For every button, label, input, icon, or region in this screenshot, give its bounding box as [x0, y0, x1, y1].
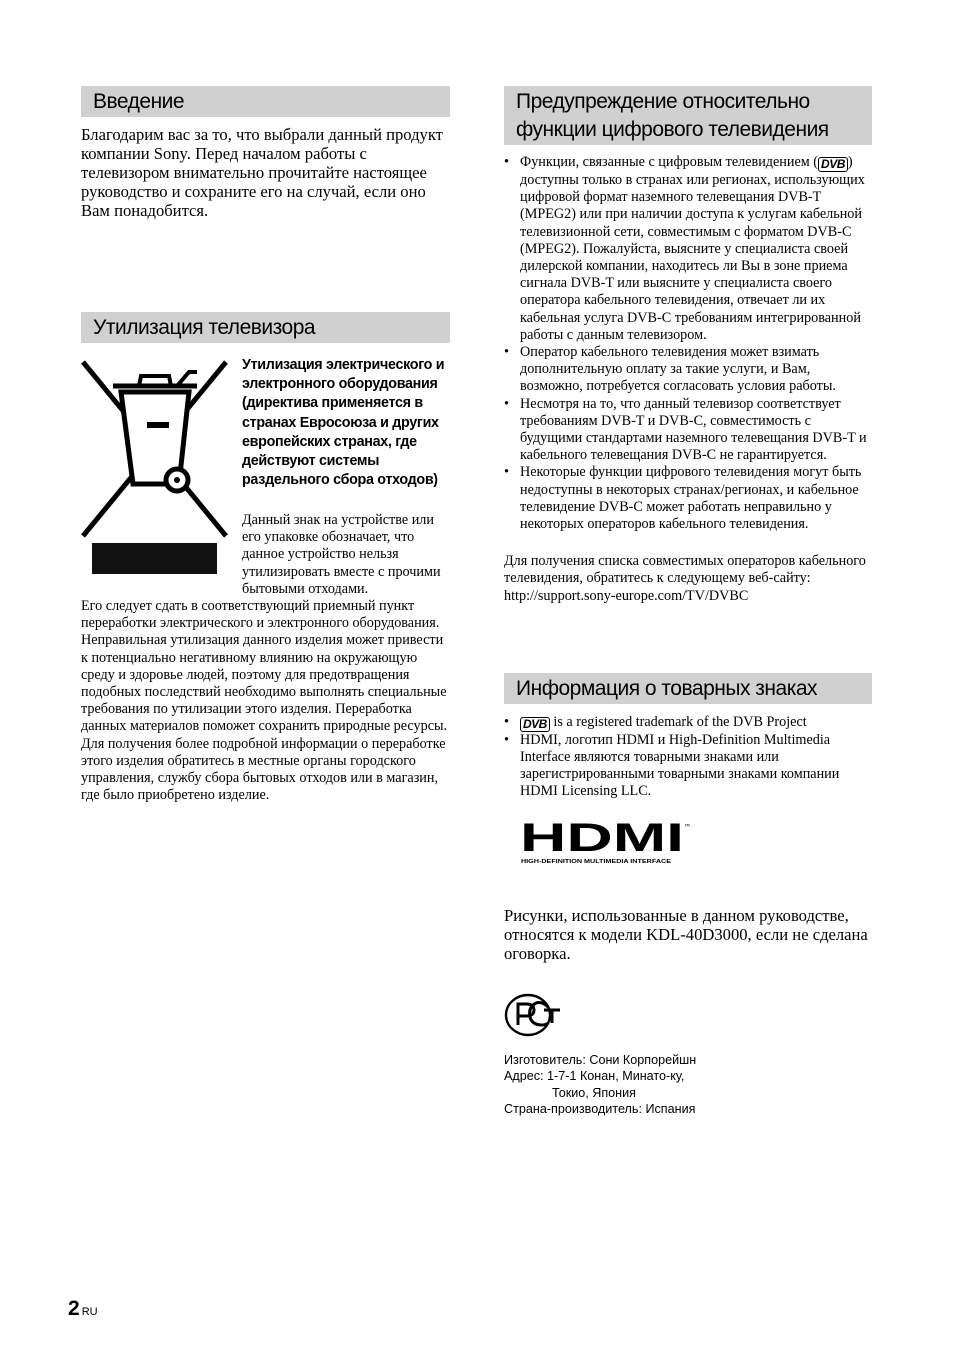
list-item: • Несмотря на то, что данный телевизор соответствует требованиям DVB-T и DVB-C, совместимость с будущими стандартами наземного телевещания DVB-T и кабельного телевещания DVB-C не гарантируется. [504, 396, 872, 465]
svg-text:HDMI: HDMI [520, 818, 684, 860]
svg-text:HIGH-DEFINITION MULTIMEDIA INT: HIGH-DEFINITION MULTIMEDIA INTERFACE [521, 858, 672, 865]
disposal-text: Его следует сдать в соответствующий приемный пункт переработки электрического и электронного оборудования. Неправильная утилизация данного изделия может привести к потенциально негативному влиянию на окружающую среду и здоровье людей, поэтому для предотвращения подобных последствий необходимо выполнять специальные требования по утилизации этого изделия. Переработка данных материалов поможет сохранить природные ресурсы. Для получения более подробной информации о переработке этого изделия обратитесь в местные органы городского управления, службу сбора бытовых отходов или в магазин, где было приобретено изделие. [81, 598, 448, 804]
disposal-heading: Утилизация телевизора [81, 312, 450, 343]
intro-text: Благодарим вас за то, что выбрали данный продукт компании Sony. Перед началом работы с телевизором внимательно прочитайте настоящее руководство и сохраните его на случай, если оно Вам понадобится. [81, 125, 443, 220]
disposal-side-text: Данный знак на устройстве или его упаковке обозначает, что данное устройство нельзя утилизировать вместе с прочими бытовыми отходами. [242, 512, 441, 597]
left-column [81, 86, 450, 804]
trademarks-heading: Информация о товарных знаках [504, 673, 872, 704]
dvb-logo-icon: DVB [520, 717, 550, 732]
page-number: 2 RU [68, 1297, 98, 1320]
trademarks-list [504, 714, 872, 801]
crossed-out-bin-icon [81, 356, 229, 576]
list-item: • Оператор кабельного телевидения может взимать дополнительную оплату за такие услуги, и Вам, возможно, потребуется согласовать условия работы. [504, 344, 872, 396]
dvb-logo-icon: DVB [818, 157, 848, 172]
disposal-subtitle: Утилизация электрического и электронного оборудования (директива применяется в странах Евросоюза и других европейских странах, где действуют системы раздельного сбора отходов) [242, 357, 445, 489]
list-item: • Некоторые функции цифрового телевидения могут быть недоступны в некоторых странах/регионах, и кабельное телевидение DVB-C может работать неправильно у некоторых операторов кабельного телевидения. [504, 464, 872, 533]
intro-heading: Введение [81, 86, 450, 117]
list-item: • DVB is a registered trademark of the DVB Project [504, 714, 872, 732]
cable-note: Для получения списка совместимых операторов кабельного телевидения, обратитесь к следующему веб-сайту: http://support.sony-europe.com/TV/DVBC [504, 553, 866, 604]
hdmi-logo-icon [520, 819, 690, 865]
right-column [504, 86, 872, 1118]
warning-heading: Предупреждение относительно функции цифрового телевидения [504, 86, 872, 145]
pct-certification-icon [504, 993, 562, 1037]
models-note: Рисунки, использованные в данном руководстве, относятся к модели KDL-40D3000, если не сделана оговорка. [504, 905, 868, 963]
warning-list [504, 154, 872, 533]
separate-collection-bar [92, 543, 217, 574]
svg-text:™: ™ [684, 823, 690, 830]
support-url: http://support.sony-europe.com/TV/DVBC [504, 587, 749, 604]
list-item: • Функции, связанные с цифровым телевидением ( DVB ) доступны только в странах или регионах, использующих цифровой формат наземного телевещания DVB-T (MPEG2) или при наличии доступа к услугам кабельной телевизионной сети, совместимым с форматом DVB-C (MPEG2). Пожалуйста, выясните у специалиста своей дилерской компании, находитесь ли Вы в зоне приема сигнала DVB-T или выясните у специалиста своего оператора кабельного телевидения, отвечает ли их кабельная услуга DVB-C требованиям интегрированной работы с данным телевизором. [504, 154, 872, 344]
manufacturer-info: Изготовитель: Сони Корпорейшн Адрес: 1-7-1 Конан, Минато-ку, Токио, Япония Страна-производитель: Испания [504, 1052, 697, 1117]
list-item: • HDMI, логотип HDMI и High-Definition Multimedia Interface являются товарными знаками или зарегистрированными товарными знаками компании HDMI Licensing LLC. [504, 732, 872, 801]
